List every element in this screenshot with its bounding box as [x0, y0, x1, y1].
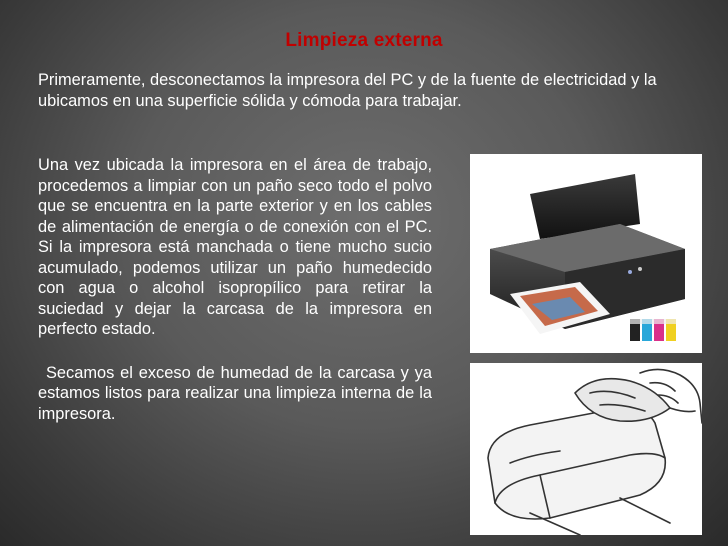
slide-title: Limpieza externa: [285, 30, 443, 51]
paragraph-cleaning: Una vez ubicada la impresora en el área de trabajo, procedemos a limpiar con un paño seco todo el polvo que se encuentra en la parte exterior y en los cables de alimentación de energía o de conexión con el PC. Si la impresora está manchada o tiene mucho sucio acumulado, podemos utilizar un paño humedecido con agua o alcohol isopropílico para retirar la suciedad y dejar la carcasa de la impresora en perfecto estado.: [38, 156, 432, 338]
printer-photo-icon: [470, 154, 702, 353]
printer-cleaning-sketch-icon: [470, 363, 702, 535]
body-text: [38, 155, 432, 424]
intro-paragraph: Primeramente, desconectamos la impresora del PC y de la fuente de electricidad y la ubicamos en una superficie sólida y cómoda para trabajar.: [38, 71, 657, 110]
paragraph-drying: Secamos el exceso de humedad de la carcasa y ya estamos listos para realizar una limpieza interna de la impresora.: [38, 363, 432, 423]
